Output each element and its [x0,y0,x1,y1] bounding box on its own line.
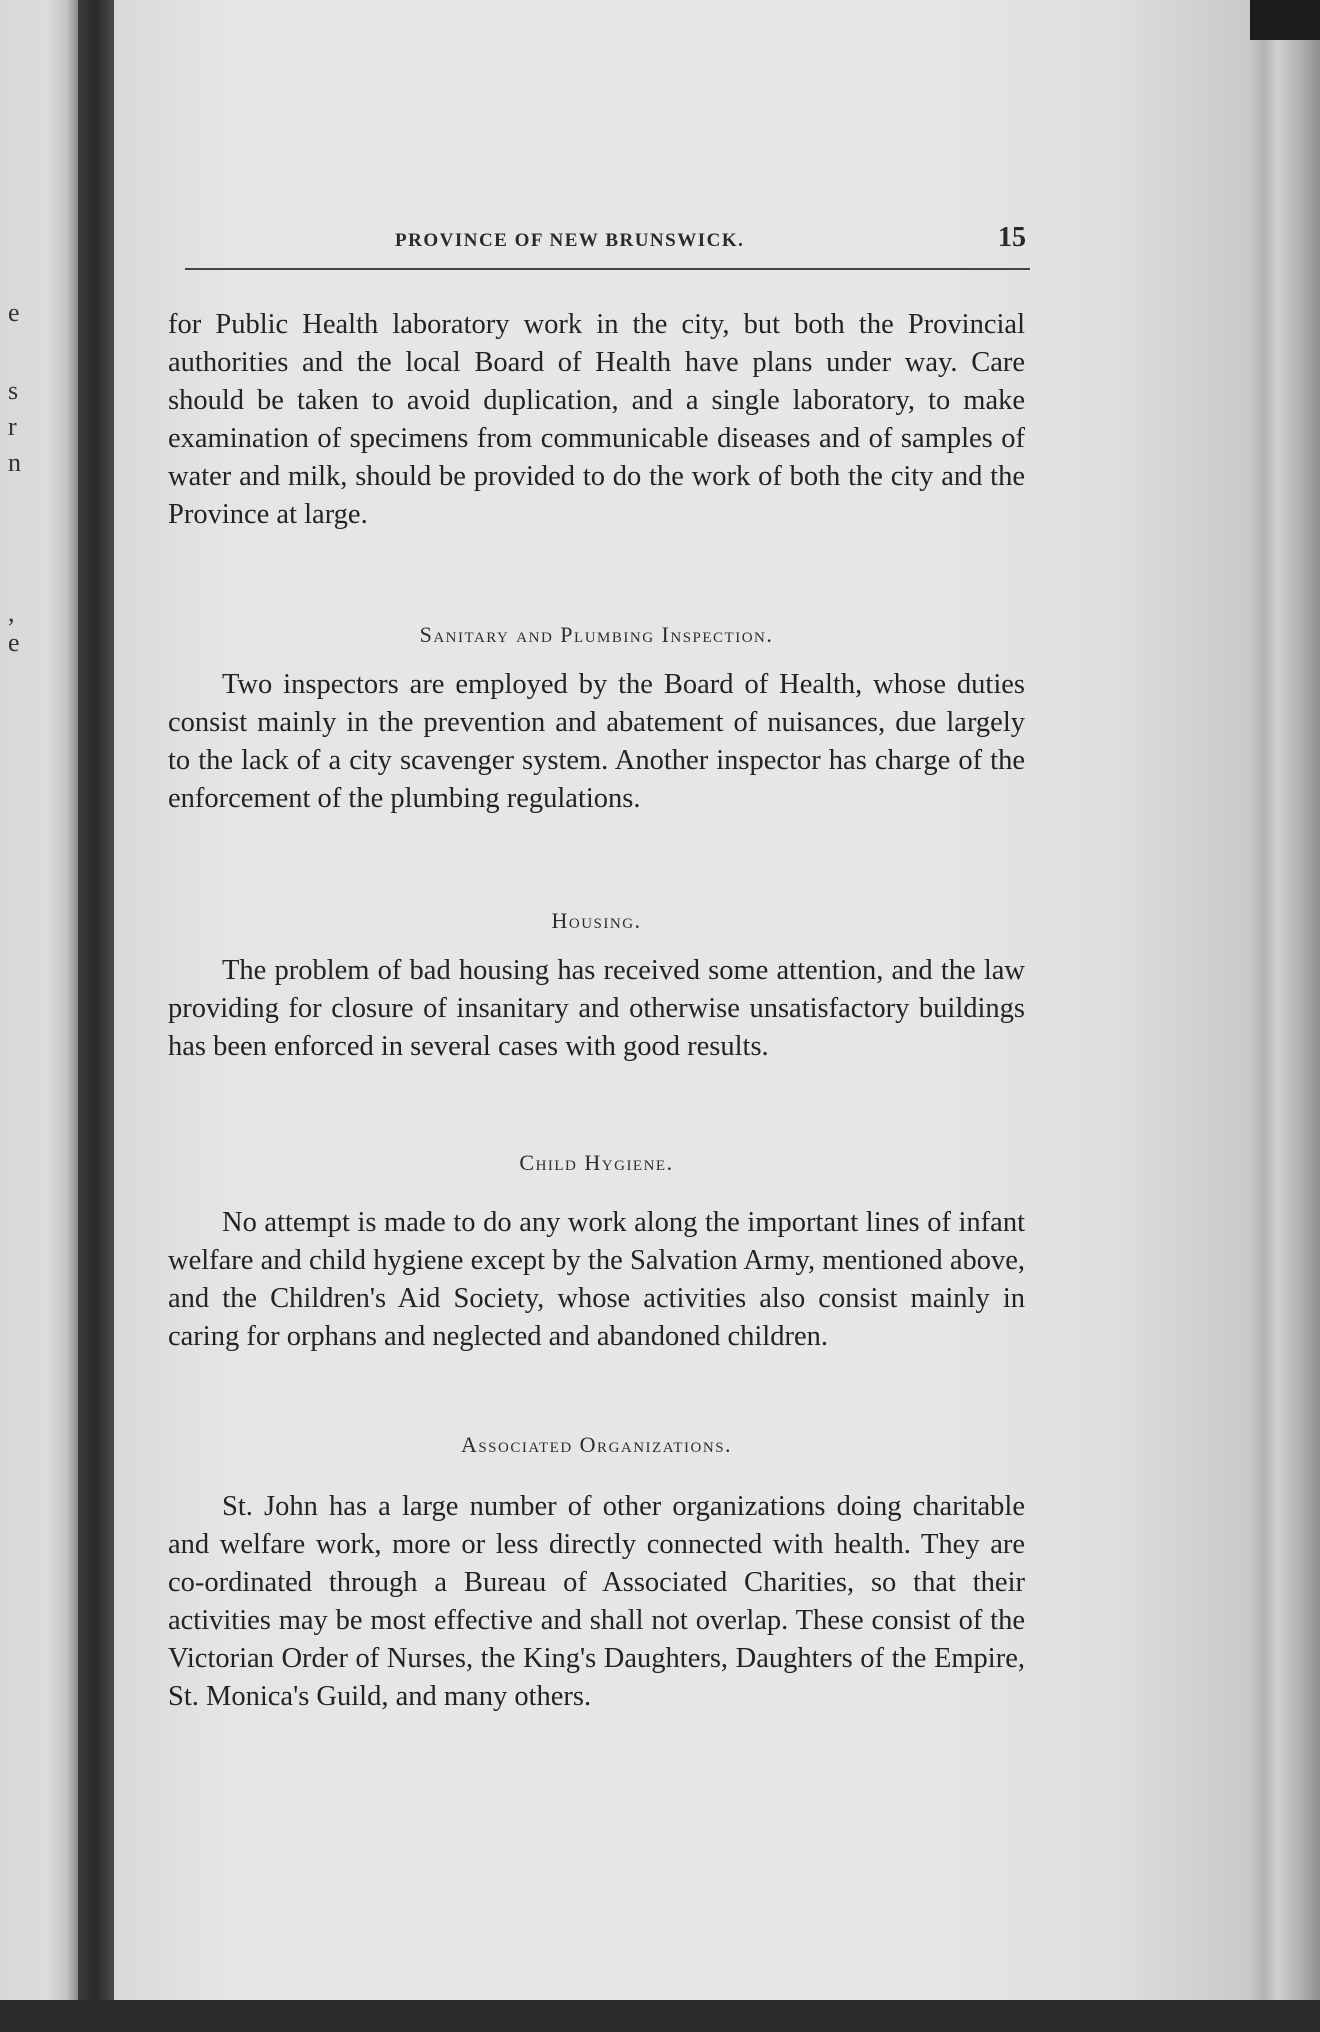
section-heading: Child Hygiene. [519,1150,674,1175]
left-page-fragment: n [8,448,21,477]
section-housing-body [168,952,1025,1066]
header-rule [185,268,1030,270]
left-page-fragment: r [8,412,17,441]
left-page-fragment: s [8,376,19,405]
left-page-fragment: e [8,628,20,657]
left-page-fragment: , [8,598,15,627]
section-heading: Housing. [551,908,642,933]
section-heading: Sanitary and Plumbing Inspection. [419,622,774,647]
paragraph: St. John has a large number of other organizations doing charitable and welfare work, more or less directly connected with health. They are co-ordinated through a Bureau of Associated Charities, so that their activities may be most effective and shall not overlap. These consist of the Victorian Order of Nurses, the King's Daughters, Daughters of the Empire, St. Monica's Guild, and many others. [168,1491,1025,1712]
previous-page-edge [0,0,78,2032]
section-heading: Associated Organizations. [460,1432,733,1457]
section-associated [168,1432,1025,1458]
section-child-hygiene [168,1150,1025,1176]
running-head-title: PROVINCE OF NEW BRUNSWICK. [395,230,745,251]
bottom-background [0,2000,1320,2032]
section-sanitary-body [168,666,1025,818]
page-number: 15 [998,222,1026,253]
book-gutter [78,0,114,2032]
running-head [185,222,1030,272]
paragraph: for Public Health laboratory work in the city, but both the Provincial authorities and the local Board of Health have plans under way. Care should be taken to avoid duplication, and a single laboratory, to make examination of specimens from communicable diseases and of samples of water and milk, should be provided to do the work of both the city and the Province at large. [168,309,1025,530]
paragraph: No attempt is made to do any work along the important lines of infant welfare and child hygiene except by the Salvation Army, mentioned above, and the Children's Aid Society, whose activities also consist mainly in caring for orphans and neglected and abandoned children. [168,1207,1025,1352]
section-housing [168,908,1025,934]
paragraph: The problem of bad housing has received some attention, and the law providing for closure of insanitary and otherwise unsatisfactory buildings has been enforced in several cases with good results. [168,955,1025,1062]
section-child-hygiene-body [168,1204,1025,1356]
section-intro [168,306,1025,534]
left-page-fragment: e [8,298,20,327]
page-stack-edge [1250,40,1320,2032]
section-associated-body [168,1488,1025,1716]
section-sanitary [168,622,1025,648]
paragraph: Two inspectors are employed by the Board of Health, whose duties consist mainly in the prevention and abatement of nuisances, due largely to the lack of a city scavenger system. Another inspector has charge of the enforcement of the plumbing regulations. [168,669,1025,814]
